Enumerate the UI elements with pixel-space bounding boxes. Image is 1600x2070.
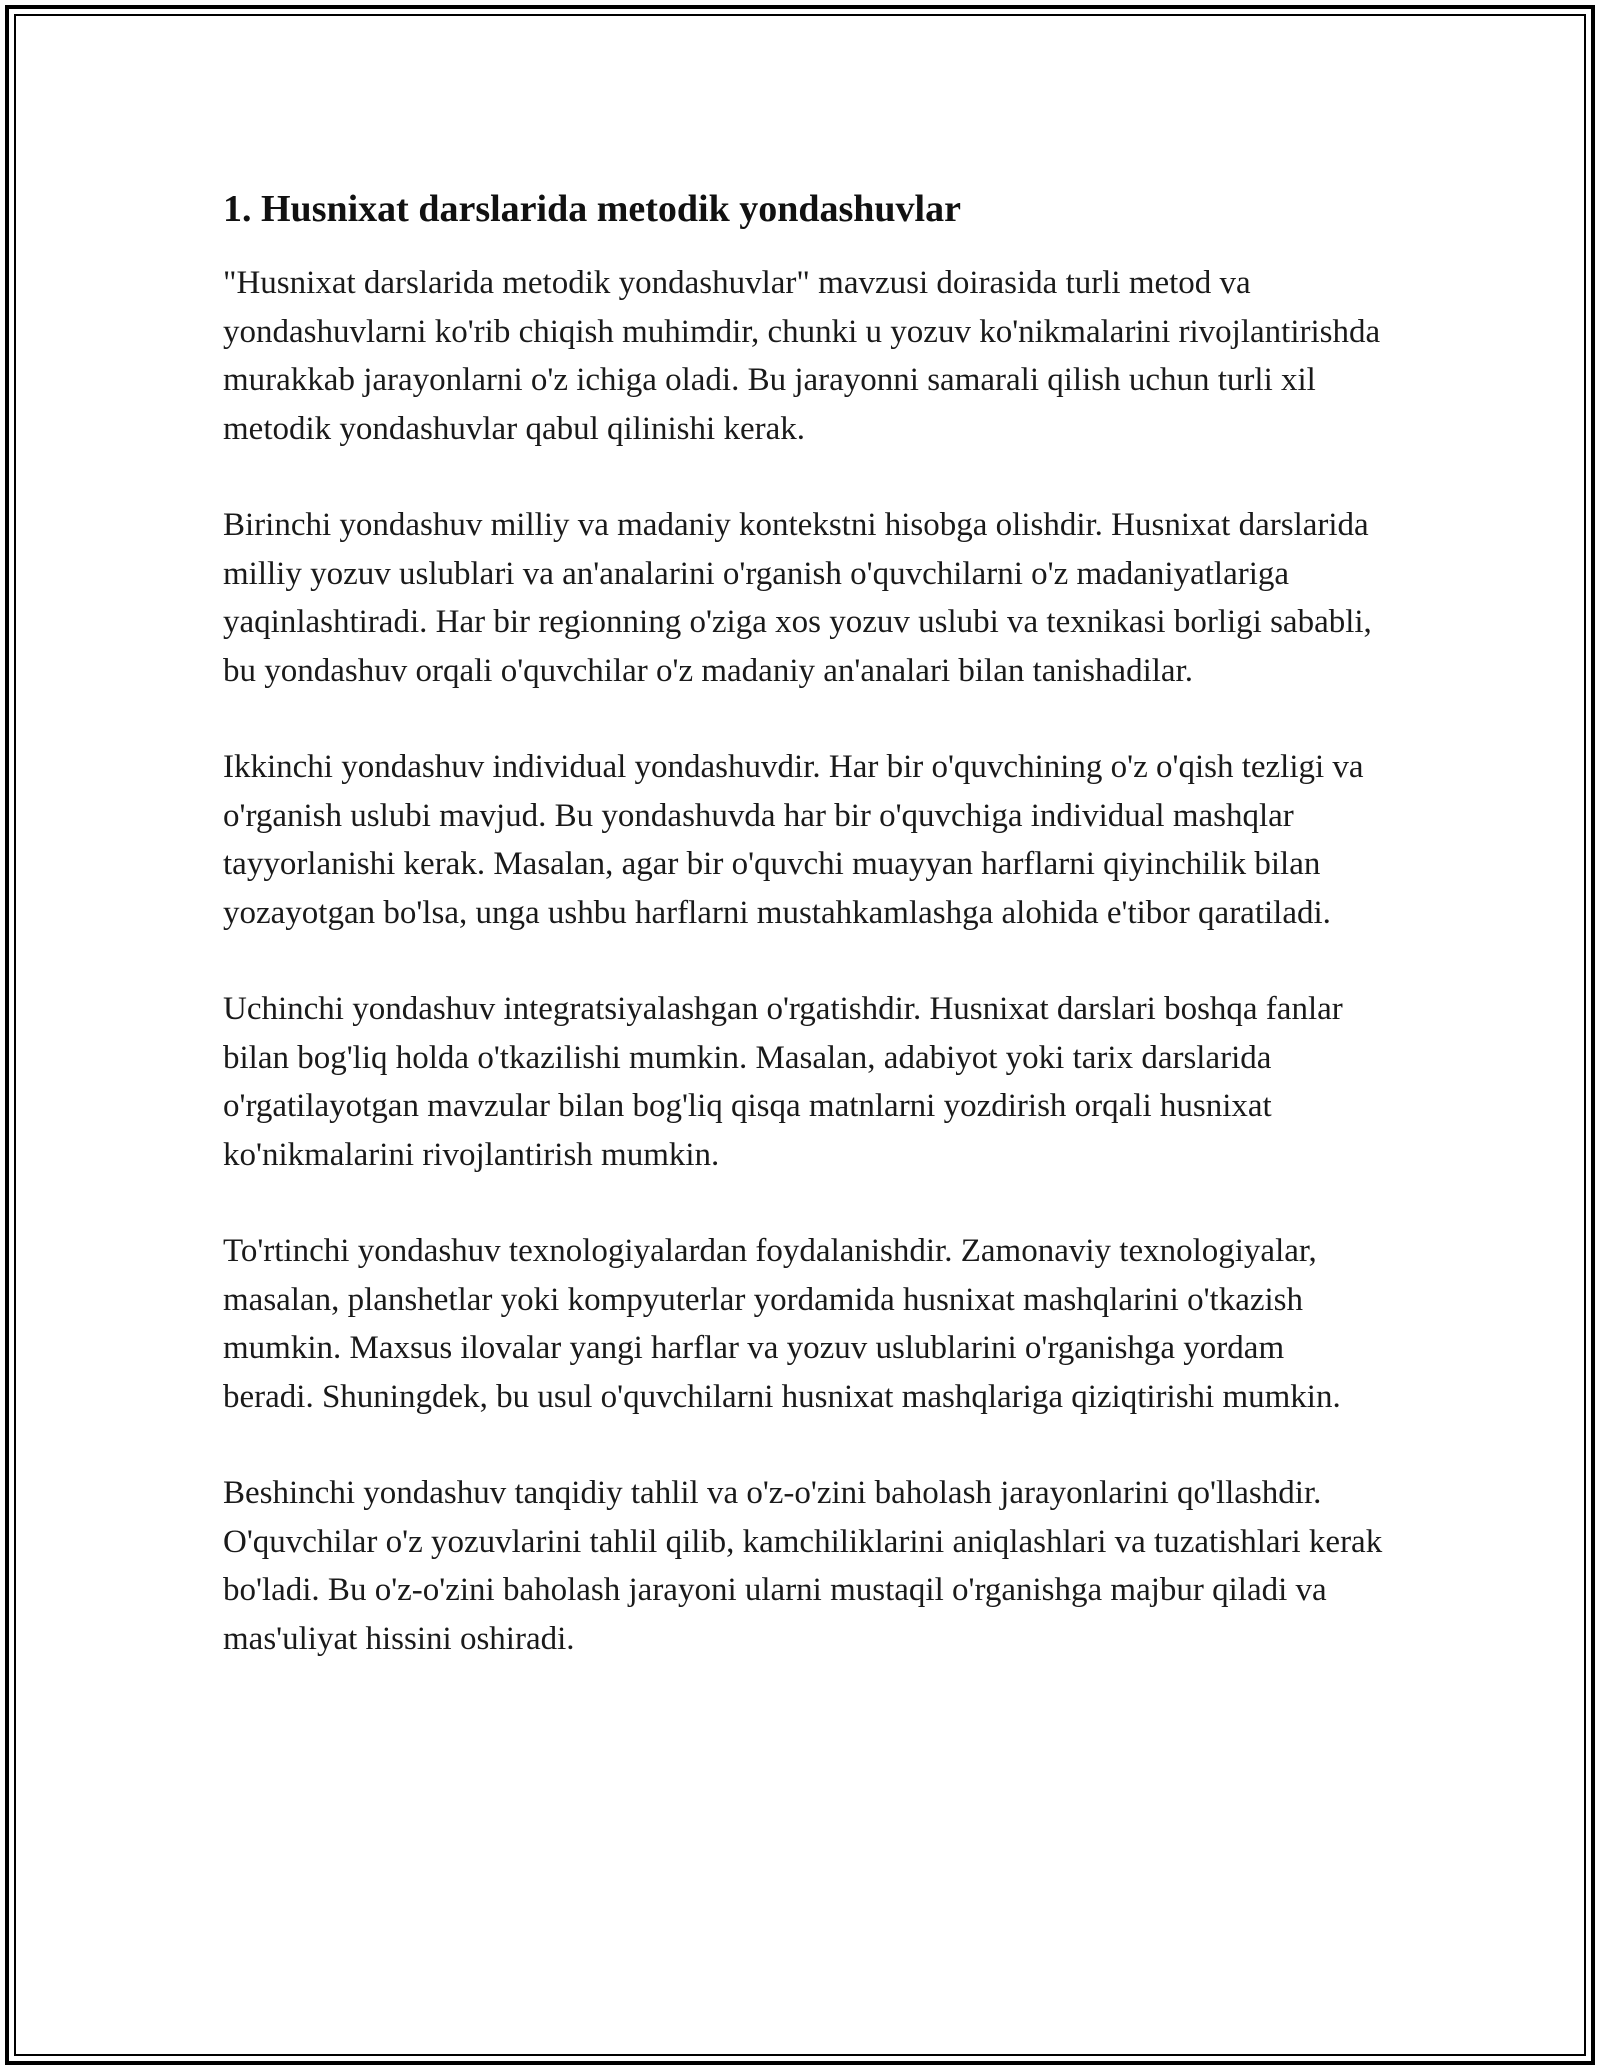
document-body (223, 185, 1383, 1711)
paragraph-first-approach: Birinchi yondashuv milliy va madaniy kontekstni hisobga olishdir. Husnixat darslarida milliy yozuv uslublari va an'analarini o'rganish o'quvchilarni o'z madaniyatlariga yaqinlashtiradi. Har bir regionning o'ziga xos yozuv uslubi va texnikasi borligi sababli, bu yondashuv orqali o'quvchilar o'z madaniy an'analari bilan tanishadilar. (223, 507, 1372, 689)
section-heading: 1. Husnixat darslarida metodik yondashuvlar (223, 188, 961, 230)
paragraph-third-approach: Uchinchi yondashuv integratsiyalashgan o'rgatishdir. Husnixat darslari boshqa fanlar bilan bog'liq holda o'tkazilishi mumkin. Masalan, adabiyot yoki tarix darslarida o'rgatilayotgan mavzular bilan bog'liq qisqa matnlarni yozdirish orqali husnixat ko'nikmalarini rivojlantirish mumkin. (223, 991, 1343, 1173)
paragraph-fourth-approach: To'rtinchi yondashuv texnologiyalardan foydalanishdir. Zamonaviy texnologiyalar, masalan, planshetlar yoki kompyuterlar yordamida husnixat mashqlarini o'tkazish mumkin. Maxsus ilovalar yangi harflar va yozuv uslublarini o'rganishga yordam beradi. Shuningdek, bu usul o'quvchilarni husnixat mashqlariga qiziqtirishi mumkin. (223, 1233, 1341, 1415)
paragraph-fifth-approach: Beshinchi yondashuv tanqidiy tahlil va o'z-o'zini baholash jarayonlarini qo'llashdir. O'quvchilar o'z yozuvlarini tahlil qilib, kamchiliklarini aniqlashlari va tuzatishlari kerak bo'ladi. Bu o'z-o'zini baholash jarayoni ularni mustaqil o'rganishga majbur qiladi va mas'uliyat hissini oshiradi. (223, 1475, 1383, 1657)
paragraph-intro: "Husnixat darslarida metodik yondashuvlar" mavzusi doirasida turli metod va yondashuvlarni ko'rib chiqish muhimdir, chunki u yozuv ko'nikmalarini rivojlantirishda murakkab jarayonlarni o'z ichiga oladi. Bu jarayonni samarali qilish uchun turli xil metodik yondashuvlar qabul qilinishi kerak. (223, 265, 1381, 447)
paragraph-second-approach: Ikkinchi yondashuv individual yondashuvdir. Har bir o'quvchining o'z o'qish tezligi va o'rganish uslubi mavjud. Bu yondashuvda har bir o'quvchiga individual mashqlar tayyorlanishi kerak. Masalan, agar bir o'quvchi muayyan harflarni qiyinchilik bilan yozayotgan bo'lsa, unga ushbu harflarni mustahkamlashga alohida e'tibor qaratiladi. (223, 749, 1364, 931)
